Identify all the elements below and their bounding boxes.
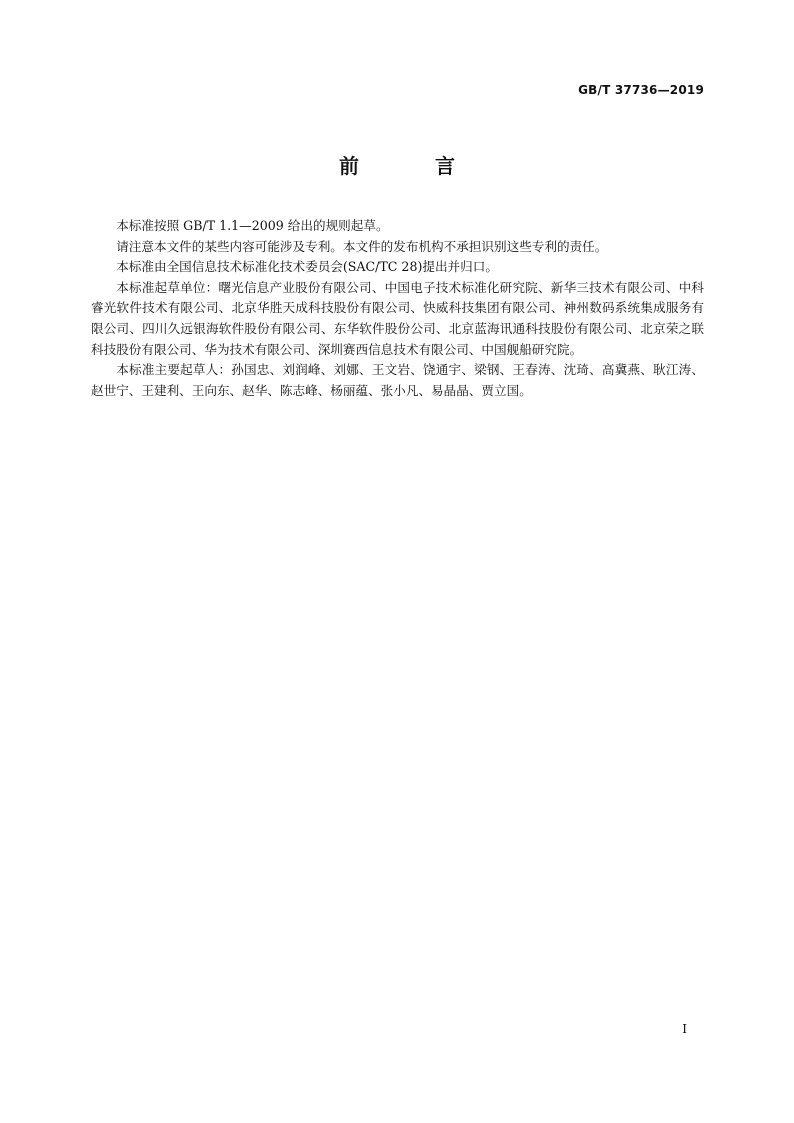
page-number: I	[682, 1022, 687, 1036]
page-title: 前 言	[339, 154, 483, 178]
paragraph-proposer: 本标准由全国信息技术标准化技术委员会(SAC/TC 28)提出并归口。	[116, 259, 498, 275]
paragraph-drafting-units: 本标准起草单位：曙光信息产业股份有限公司、中国电子技术标准化研究院、新华三技术有限公司、中科睿光软件技术有限公司、北京华胜天成科技股份有限公司、快威科技集团有限公司、神州数码系统集成服务有限公司、四川久远银海软件股份有限公司、东华软件股份公司、北京蓝海讯通科技股份有限公司、北京荣之联科技股份有限公司、华为技术有限公司、深圳赛西信息技术有限公司、中国舰船研究院。	[91, 279, 704, 357]
paragraph-patent-notice: 请注意本文件的某些内容可能涉及专利。本文件的发布机构不承担识别这些专利的责任。	[116, 238, 608, 254]
paragraph-main-drafters: 本标准主要起草人：孙国忠、刘润峰、刘娜、王文岩、饶通宇、梁钢、王春涛、沈琦、高冀燕、耿江涛、赵世宁、王建利、王向东、赵华、陈志峰、杨丽蕴、张小凡、易晶晶、贾立国。	[91, 362, 704, 398]
foreword-content	[91, 216, 704, 401]
paragraph-drafting-rules: 本标准按照 GB/T 1.1—2009 给出的规则起草。	[116, 218, 389, 233]
standard-code-header: GB/T 37736—2019	[578, 83, 704, 97]
